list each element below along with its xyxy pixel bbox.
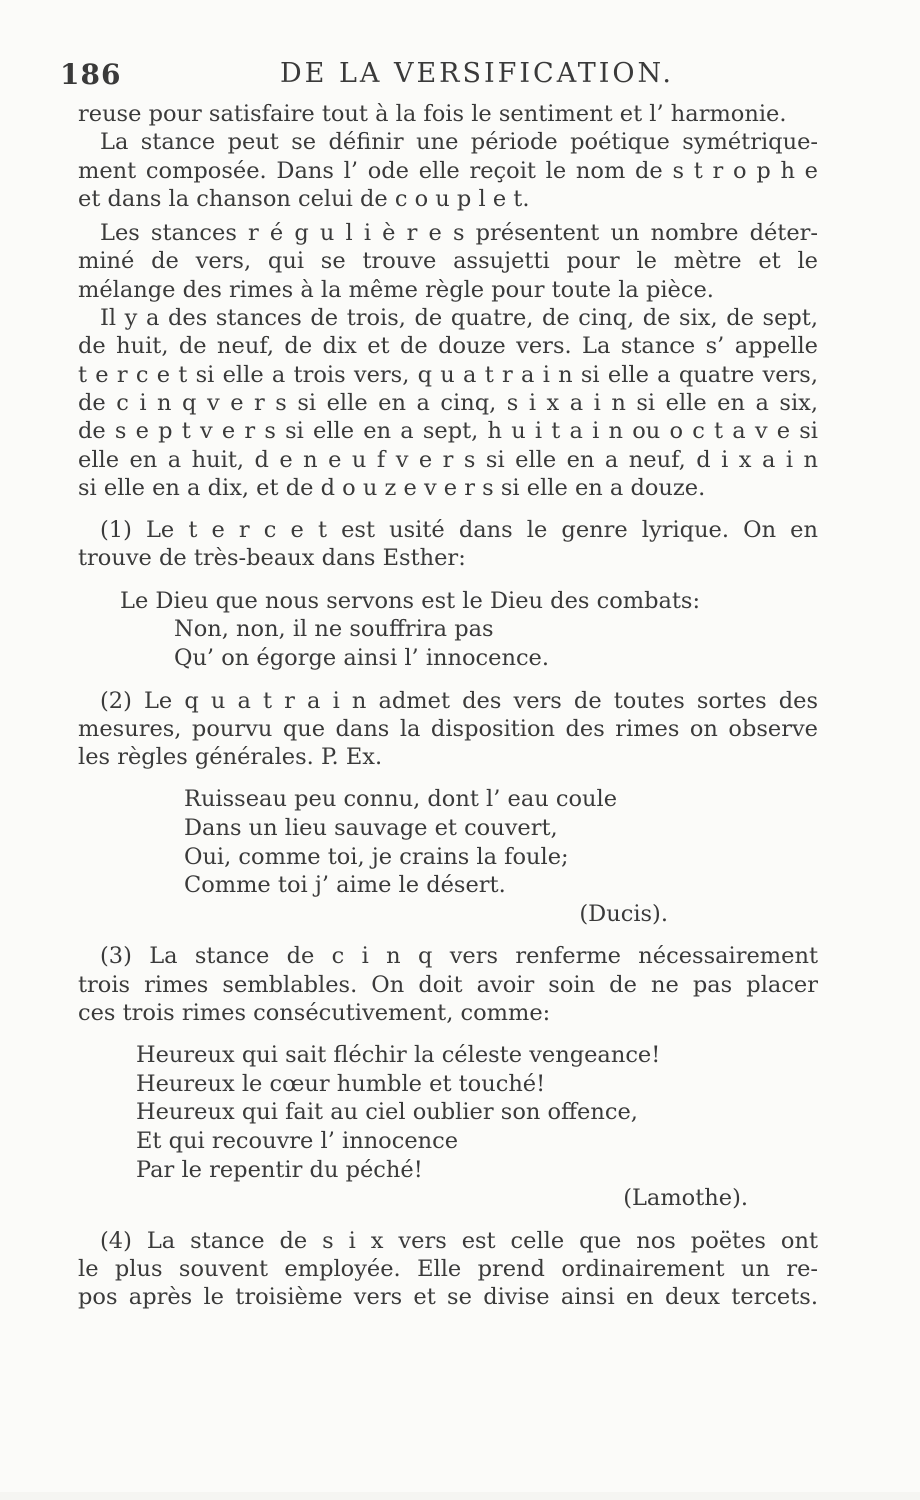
text-line: ment composée. Dans l’ ode elle reçoit le nom de s t r o p h e	[78, 157, 818, 184]
text-line: de c i n q v e r s si elle en a cinq, s i x a i n si elle en a six,	[78, 389, 818, 416]
verse-line: Dans un lieu sauvage et couvert,	[184, 815, 558, 842]
text-line: (2) Le q u a t r a i n admet des vers de toutes sortes des	[100, 687, 818, 714]
page-header	[60, 58, 820, 98]
text-line: pos après le troisième vers et se divise ainsi en deux tercets.	[78, 1284, 818, 1311]
verse-line: Le Dieu que nous servons est le Dieu des combats:	[120, 587, 701, 614]
text-line: Il y a des stances de trois, de quatre, de cinq, de six, de sept,	[100, 305, 818, 332]
running-head: DE LA VERSIFICATION.	[280, 58, 675, 89]
text-line: mélange des rimes à la même règle pour toute la pièce.	[78, 276, 714, 303]
page-number: 186	[60, 58, 122, 91]
verse-line: Qu’ on égorge ainsi l’ innocence.	[174, 644, 550, 671]
text-line: mesures, pourvu que dans la disposition des rimes on observe	[78, 715, 818, 742]
text-line: et dans la chanson celui de c o u p l e t.	[78, 185, 530, 212]
verse-line: Oui, comme toi, je crains la foule;	[184, 843, 569, 870]
text-line: (3) La stance de c i n q vers renferme nécessairement	[100, 943, 818, 970]
text-line: le plus souvent employée. Elle prend ordinairement un re-	[78, 1256, 818, 1283]
verse-line: Comme toi j’ aime le désert.	[184, 872, 506, 899]
verse-line: Par le repentir du péché!	[136, 1156, 423, 1183]
verse-line: Heureux qui sait fléchir la céleste vengeance!	[136, 1042, 661, 1069]
text-line: (1) Le t e r c e t est usité dans le genre lyrique. On en	[100, 517, 818, 544]
text-line: trois rimes semblables. On doit avoir soin de ne pas placer	[78, 971, 818, 998]
verse-line: Heureux le cœur humble et touché!	[136, 1070, 546, 1097]
page-bottom-edge	[0, 1492, 920, 1500]
verse-line: Ruisseau peu connu, dont l’ eau coule	[184, 786, 618, 813]
text-line: miné de vers, qui se trouve assujetti pour le mètre et le	[78, 248, 818, 275]
text-line: (4) La stance de s i x vers est celle que nos poëtes ont	[100, 1227, 818, 1254]
text-line: ces trois rimes consécutivement, comme:	[78, 999, 551, 1026]
verse-line: Et qui recouvre l’ innocence	[136, 1128, 459, 1155]
verse-line: Heureux qui fait au ciel oublier son offence,	[136, 1099, 638, 1126]
text-line: trouve de très-beaux dans Esther:	[78, 545, 466, 572]
text-line: t e r c e t si elle a trois vers, q u a t r a i n si elle a quatre vers,	[78, 361, 818, 388]
text-line: de s e p t v e r s si elle en a sept, h u i t a i n ou o c t a v e si	[78, 418, 818, 445]
text-line: elle en a huit, d e n e u f v e r s si elle en a neuf, d i x a i n	[78, 446, 818, 473]
body-text	[78, 100, 818, 1312]
attribution: (Ducis).	[579, 900, 668, 927]
attribution: (Lamothe).	[623, 1185, 748, 1212]
verse-line: Non, non, il ne souffrira pas	[174, 616, 494, 643]
text-line: de huit, de neuf, de dix et de douze vers. La stance s’ appelle	[78, 333, 818, 360]
text-line: La stance peut se définir une période poétique symétrique-	[100, 129, 818, 156]
text-line: si elle en a dix, et de d o u z e v e r s si elle en a douze.	[78, 474, 706, 501]
text-line: Les stances r é g u l i è r e s présentent un nombre déter-	[100, 220, 818, 247]
text-line: reuse pour satisfaire tout à la fois le sentiment et l’ harmonie.	[78, 101, 787, 127]
text-line: les règles générales. P. Ex.	[78, 744, 383, 771]
